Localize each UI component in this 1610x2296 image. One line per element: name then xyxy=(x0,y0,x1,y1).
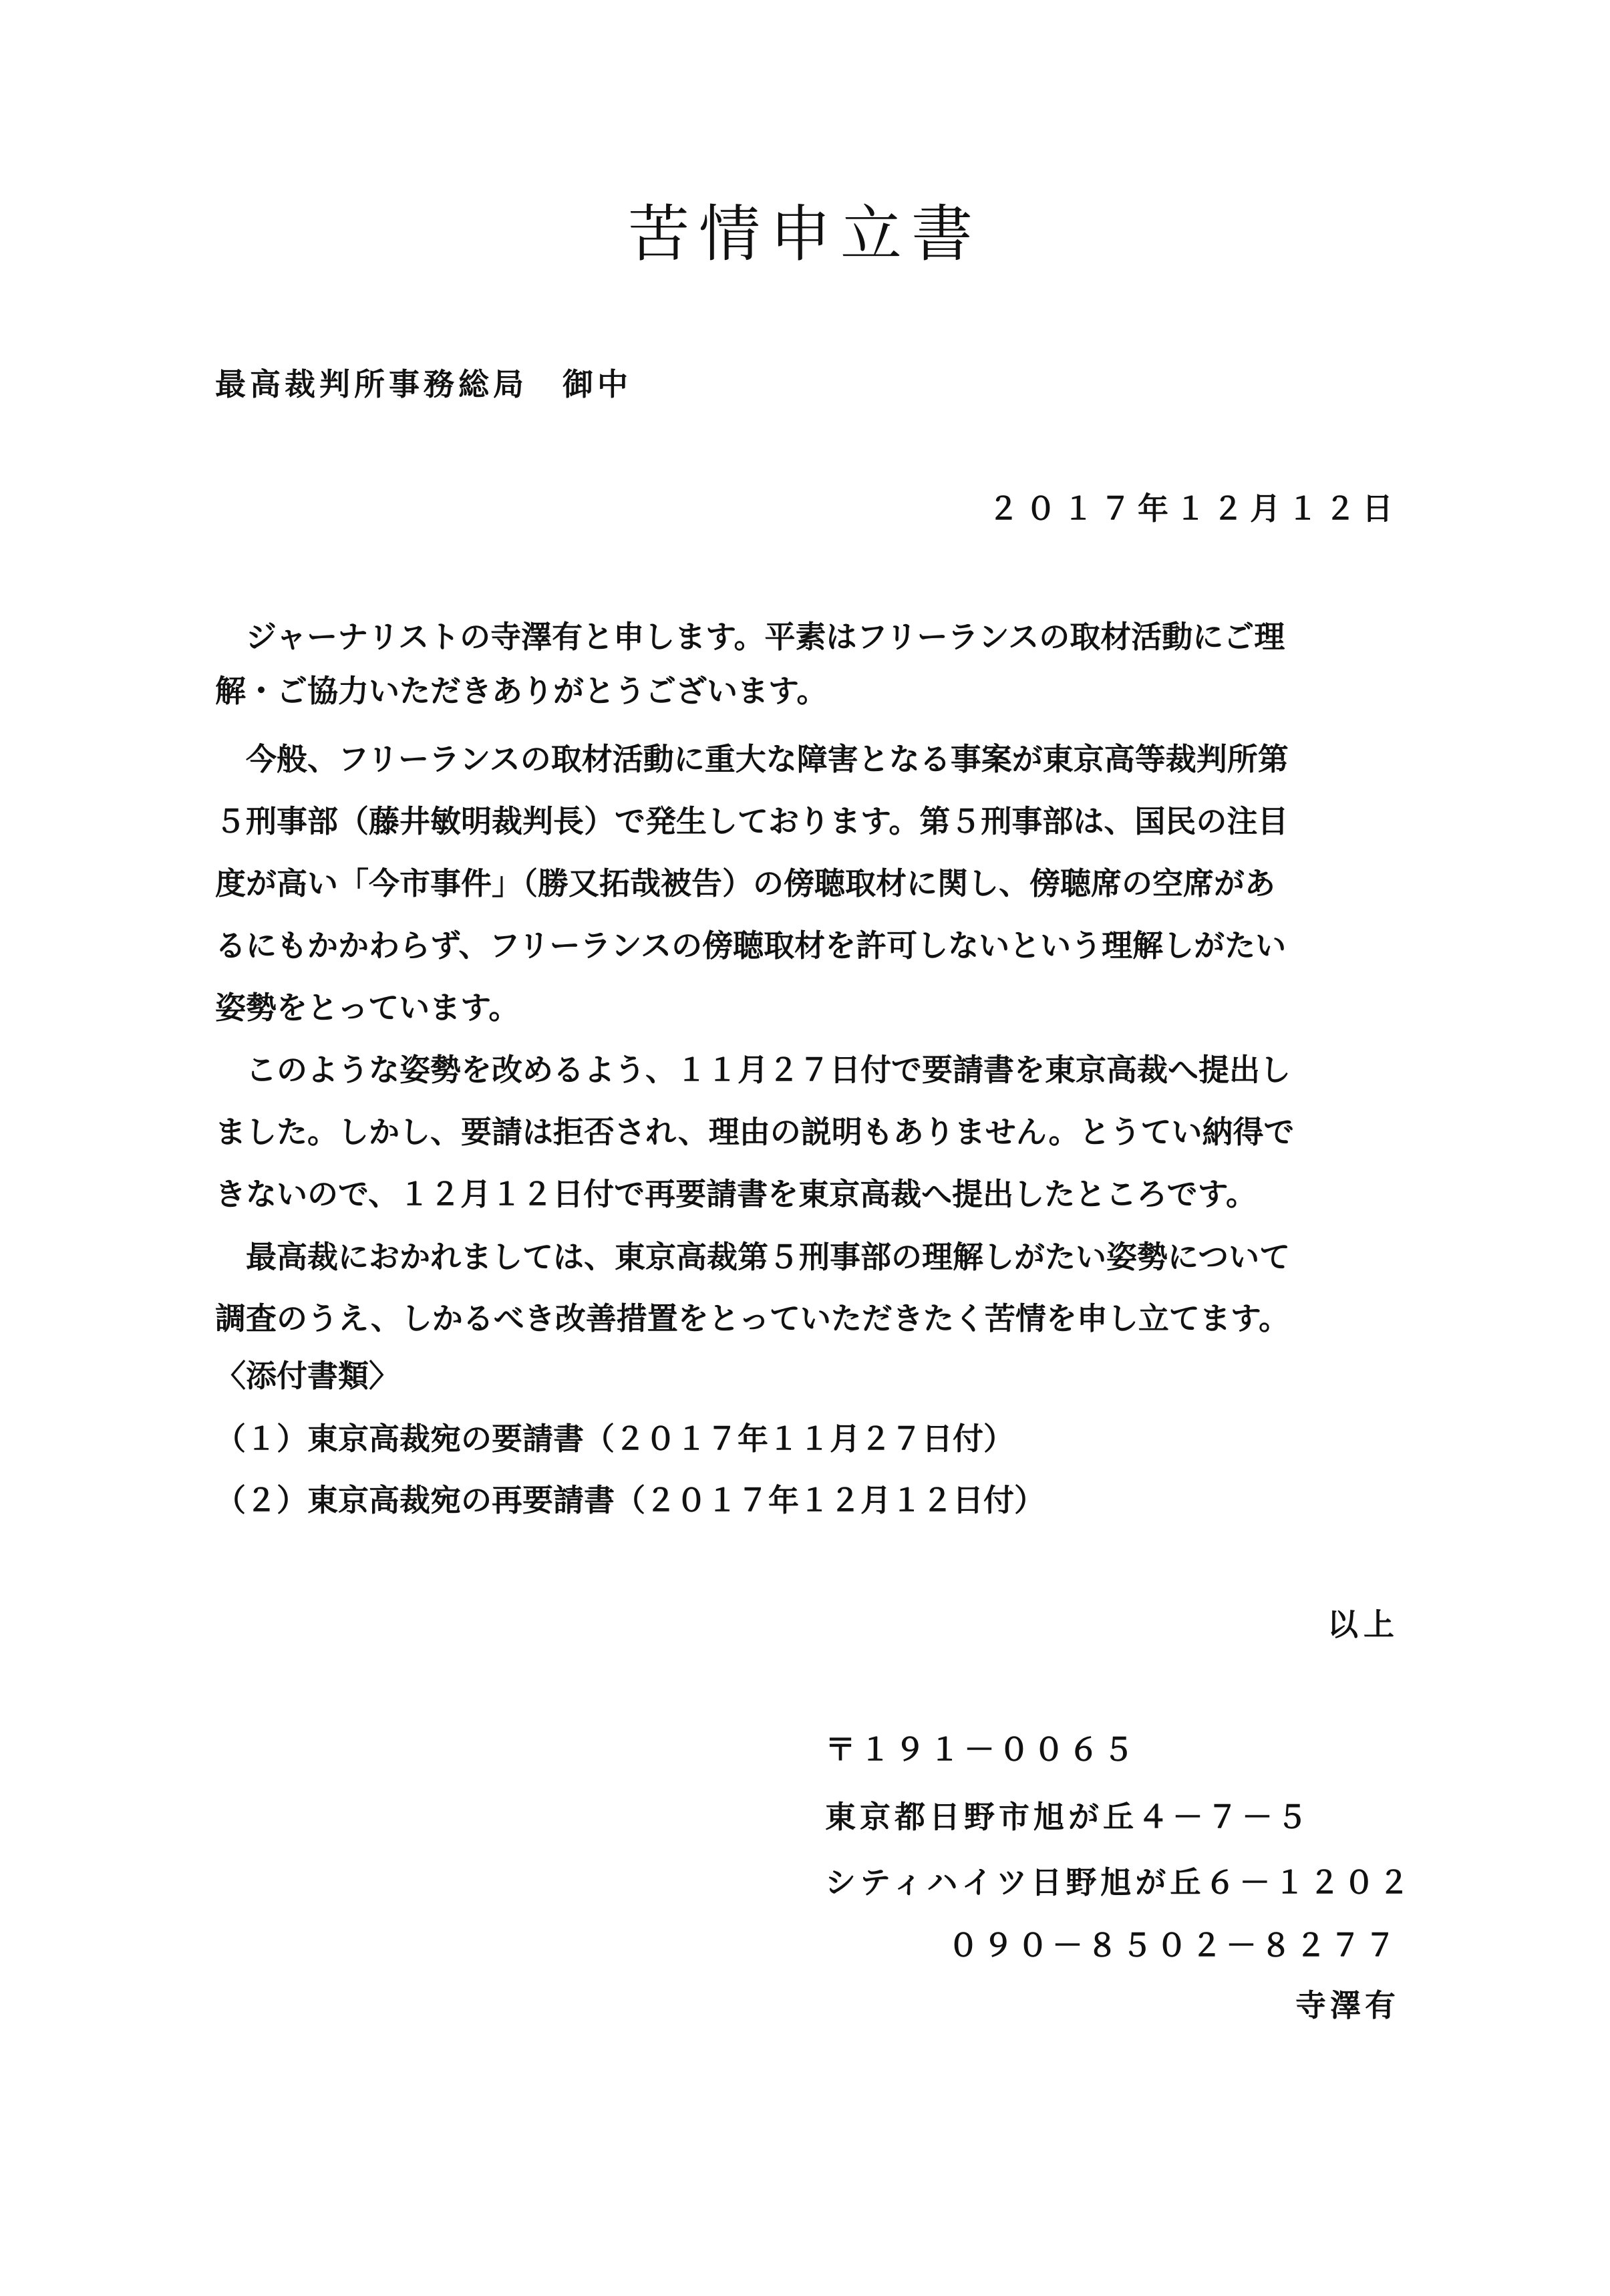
body-line: このような姿勢を改めるよう、１１月２７日付で要請書を東京高裁へ提出し xyxy=(215,1052,1291,1088)
body-line: きないので、１２月１２日付で再要請書を東京高裁へ提出したところです。 xyxy=(215,1176,1257,1212)
body-line: 解・ご協力いただきありがとうございます。 xyxy=(215,673,828,709)
body-line: るにもかかわらず、フリーランスの傍聴取材を許可しないという理解しがたい xyxy=(215,927,1287,964)
sender-address-line1: 東京都日野市旭が丘４－７－５ xyxy=(825,1799,1311,1835)
addressee: 最高裁判所事務総局 御中 xyxy=(215,366,632,402)
closing-remark: 以上 xyxy=(1327,1606,1400,1642)
body-line: ました。しかし、要請は拒否され、理由の説明もありません。とうてい納得で xyxy=(215,1114,1295,1150)
body-line: 姿勢をとっています。 xyxy=(215,990,520,1026)
document-date: ２０１７年１２月１２日 xyxy=(988,490,1400,527)
body-line: ５刑事部（藤井敏明裁判長）で発生しております。第５刑事部は、国民の注目 xyxy=(215,803,1289,839)
body-line: 度が高い「今市事件」（勝又拓哉被告）の傍聴取材に関し、傍聴席の空席があ xyxy=(215,865,1275,901)
attachments-heading: 〈添付書類〉 xyxy=(215,1358,399,1394)
body-line: 最高裁におかれましては、東京高裁第５刑事部の理解しがたい姿勢について xyxy=(215,1239,1291,1275)
attachment-item: （１）東京高裁宛の要請書（２０１７年１１月２７日付） xyxy=(215,1421,1014,1457)
document-title: 苦情申立書 xyxy=(627,198,982,270)
sender-phone: ０９０－８５０２－８２７７ xyxy=(948,1927,1400,1963)
sender-address-line2: シティハイツ日野旭が丘６－１２０２ xyxy=(825,1864,1414,1900)
body-line: ジャーナリストの寺澤有と申します。平素はフリーランスの取材活動にご理 xyxy=(215,619,1285,655)
body-line: 調査のうえ、しかるべき改善措置をとっていただきたく苦情を申し立てます。 xyxy=(215,1300,1290,1336)
sender-postal-code: 〒１９１－００６５ xyxy=(825,1731,1138,1767)
attachment-item: （２）東京高裁宛の再要請書（２０１７年１２月１２日付） xyxy=(215,1482,1045,1518)
body-line: 今般、フリーランスの取材活動に重大な障害となる事案が東京高等裁判所第 xyxy=(215,741,1289,777)
sender-name: 寺澤有 xyxy=(1295,1987,1400,2023)
